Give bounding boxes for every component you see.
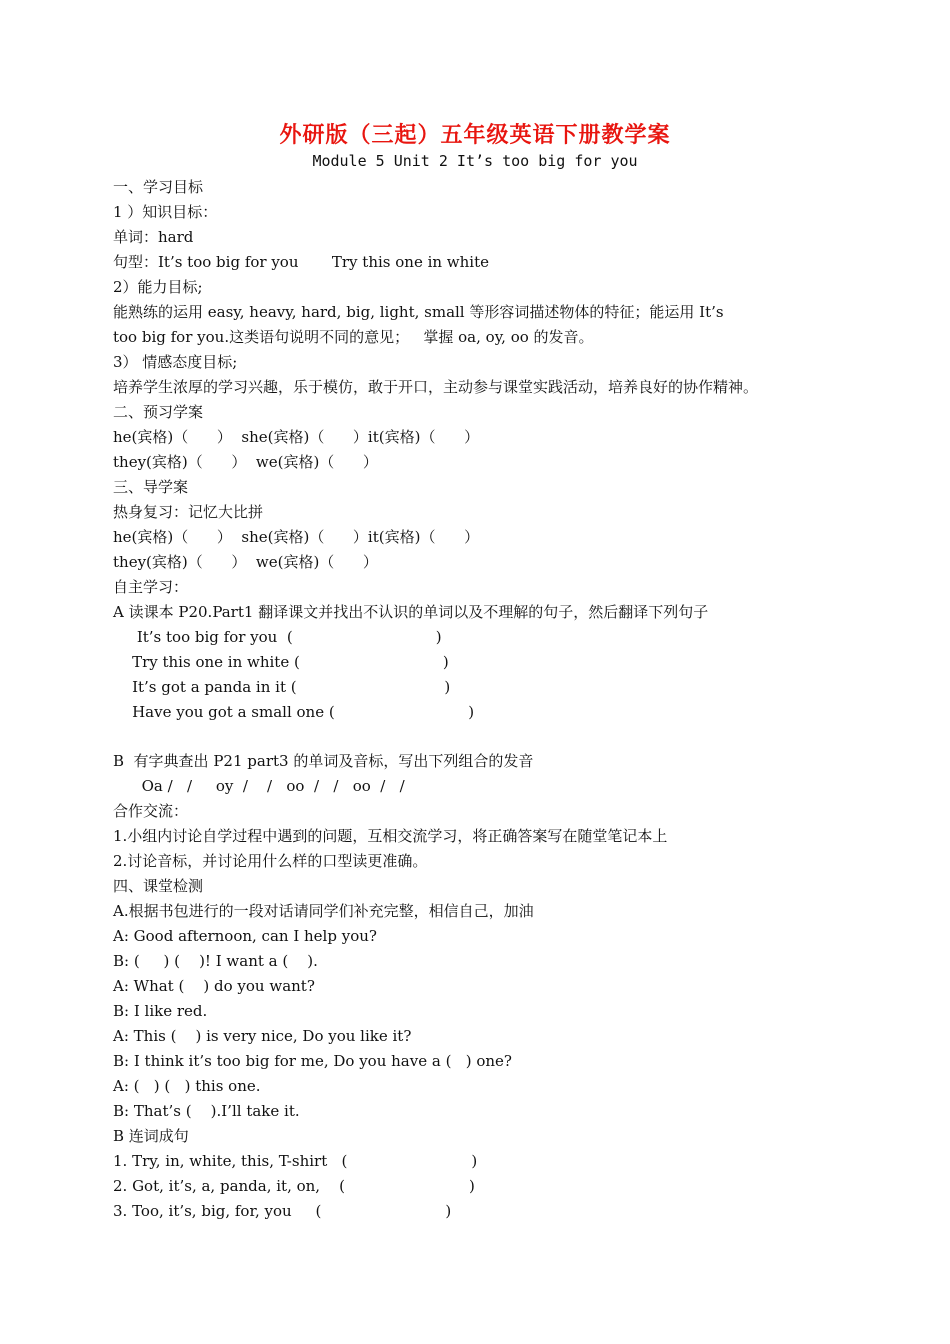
dialogue-line-4: B: I like red.: [113, 1002, 208, 1020]
document-title: 外研版（三起）五年级英语下册教学案: [279, 123, 671, 148]
document-subtitle: Module 5 Unit 2 It’s too big for you: [312, 152, 638, 170]
section-heading-objectives: 一、学习目标: [113, 178, 204, 196]
ability-objective-text-2: too big for you.这类语句说明不同的意见； 掌握 oa, oy, oo 的发音。: [113, 328, 594, 346]
translate-sentence-2: Try this one in white ( ): [113, 653, 449, 671]
attitude-objective-label: 3） 情感态度目标;: [113, 353, 238, 371]
section-heading-guide: 三、导学案: [113, 478, 189, 496]
dialogue-task-a: A.根据书包进行的一段对话请同学们补充完整，相信自己，加油: [113, 902, 534, 920]
preview-exercise-line-1: he(宾格)（ ） she(宾格)（ ）it(宾格)（ ）: [113, 428, 480, 446]
warmup-exercise-line-1: he(宾格)（ ） she(宾格)（ ）it(宾格)（ ）: [113, 528, 480, 546]
section-heading-check: 四、课堂检测: [113, 877, 204, 895]
dialogue-line-6: B: I think it’s too big for me, Do you have a ( ) one?: [113, 1052, 512, 1070]
cooperation-item-2: 2.讨论音标，并讨论用什么样的口型读更准确。: [113, 852, 428, 870]
translate-sentence-1: It’s too big for you ( ): [113, 628, 442, 646]
self-study-task-b: B 有字典查出 P21 part3 的单词及音标，写出下列组合的发音: [113, 752, 534, 770]
sentence-pattern-line: 句型：It’s too big for you Try this one in white: [113, 253, 490, 271]
self-study-task-a: A 读课本 P20.Part1 翻译课文并找出不认识的单词以及不理解的句子，然后翻译下列句子: [113, 603, 709, 621]
dialogue-line-2: B: ( ) ( )! I want a ( ).: [113, 952, 318, 970]
sentence-building-task-b: B 连词成句: [113, 1127, 189, 1145]
dialogue-line-5: A: This ( ) is very nice, Do you like it?: [113, 1027, 412, 1045]
attitude-objective-text: 培养学生浓厚的学习兴趣，乐于模仿，敢于开口，主动参与课堂实践活动，培养良好的协作精神。: [113, 378, 759, 396]
sentence-building-item-3: 3. Too, it’s, big, for, you ( ): [113, 1202, 452, 1220]
warmup-label: 热身复习：记忆大比拼: [113, 503, 264, 521]
dialogue-line-8: B: That’s ( ).I’ll take it.: [113, 1102, 300, 1120]
translate-sentence-3: It’s got a panda in it ( ): [113, 678, 451, 696]
knowledge-objective-label: 1 ）知识目标：: [113, 203, 218, 221]
cooperation-item-1: 1.小组内讨论自学过程中遇到的问题，互相交流学习，将正确答案写在随堂笔记本上: [113, 827, 668, 845]
ability-objective-label: 2）能力目标;: [113, 278, 203, 296]
sentence-building-item-1: 1. Try, in, white, this, T-shirt ( ): [113, 1152, 478, 1170]
self-study-label: 自主学习：: [113, 578, 189, 596]
dialogue-line-1: A: Good afternoon, can I help you?: [113, 927, 377, 945]
preview-exercise-line-2: they(宾格)（ ） we(宾格)（ ）: [113, 453, 378, 471]
phonics-blanks: Oa / / oy / / oo / / oo / /: [113, 777, 405, 795]
section-heading-preview: 二、预习学案: [113, 403, 204, 421]
sentence-building-item-2: 2. Got, it’s, a, panda, it, on, ( ): [113, 1177, 475, 1195]
warmup-exercise-line-2: they(宾格)（ ） we(宾格)（ ）: [113, 553, 378, 571]
translate-sentence-4: Have you got a small one ( ): [113, 703, 475, 721]
dialogue-line-7: A: ( ) ( ) this one.: [113, 1077, 261, 1095]
dialogue-line-3: A: What ( ) do you want?: [113, 977, 315, 995]
cooperation-label: 合作交流：: [113, 802, 189, 820]
vocabulary-line: 单词：hard: [113, 228, 194, 246]
ability-objective-text-1: 能熟练的运用 easy, heavy, hard, big, light, small 等形容词描述物体的特征；能运用 It’s: [113, 303, 724, 321]
